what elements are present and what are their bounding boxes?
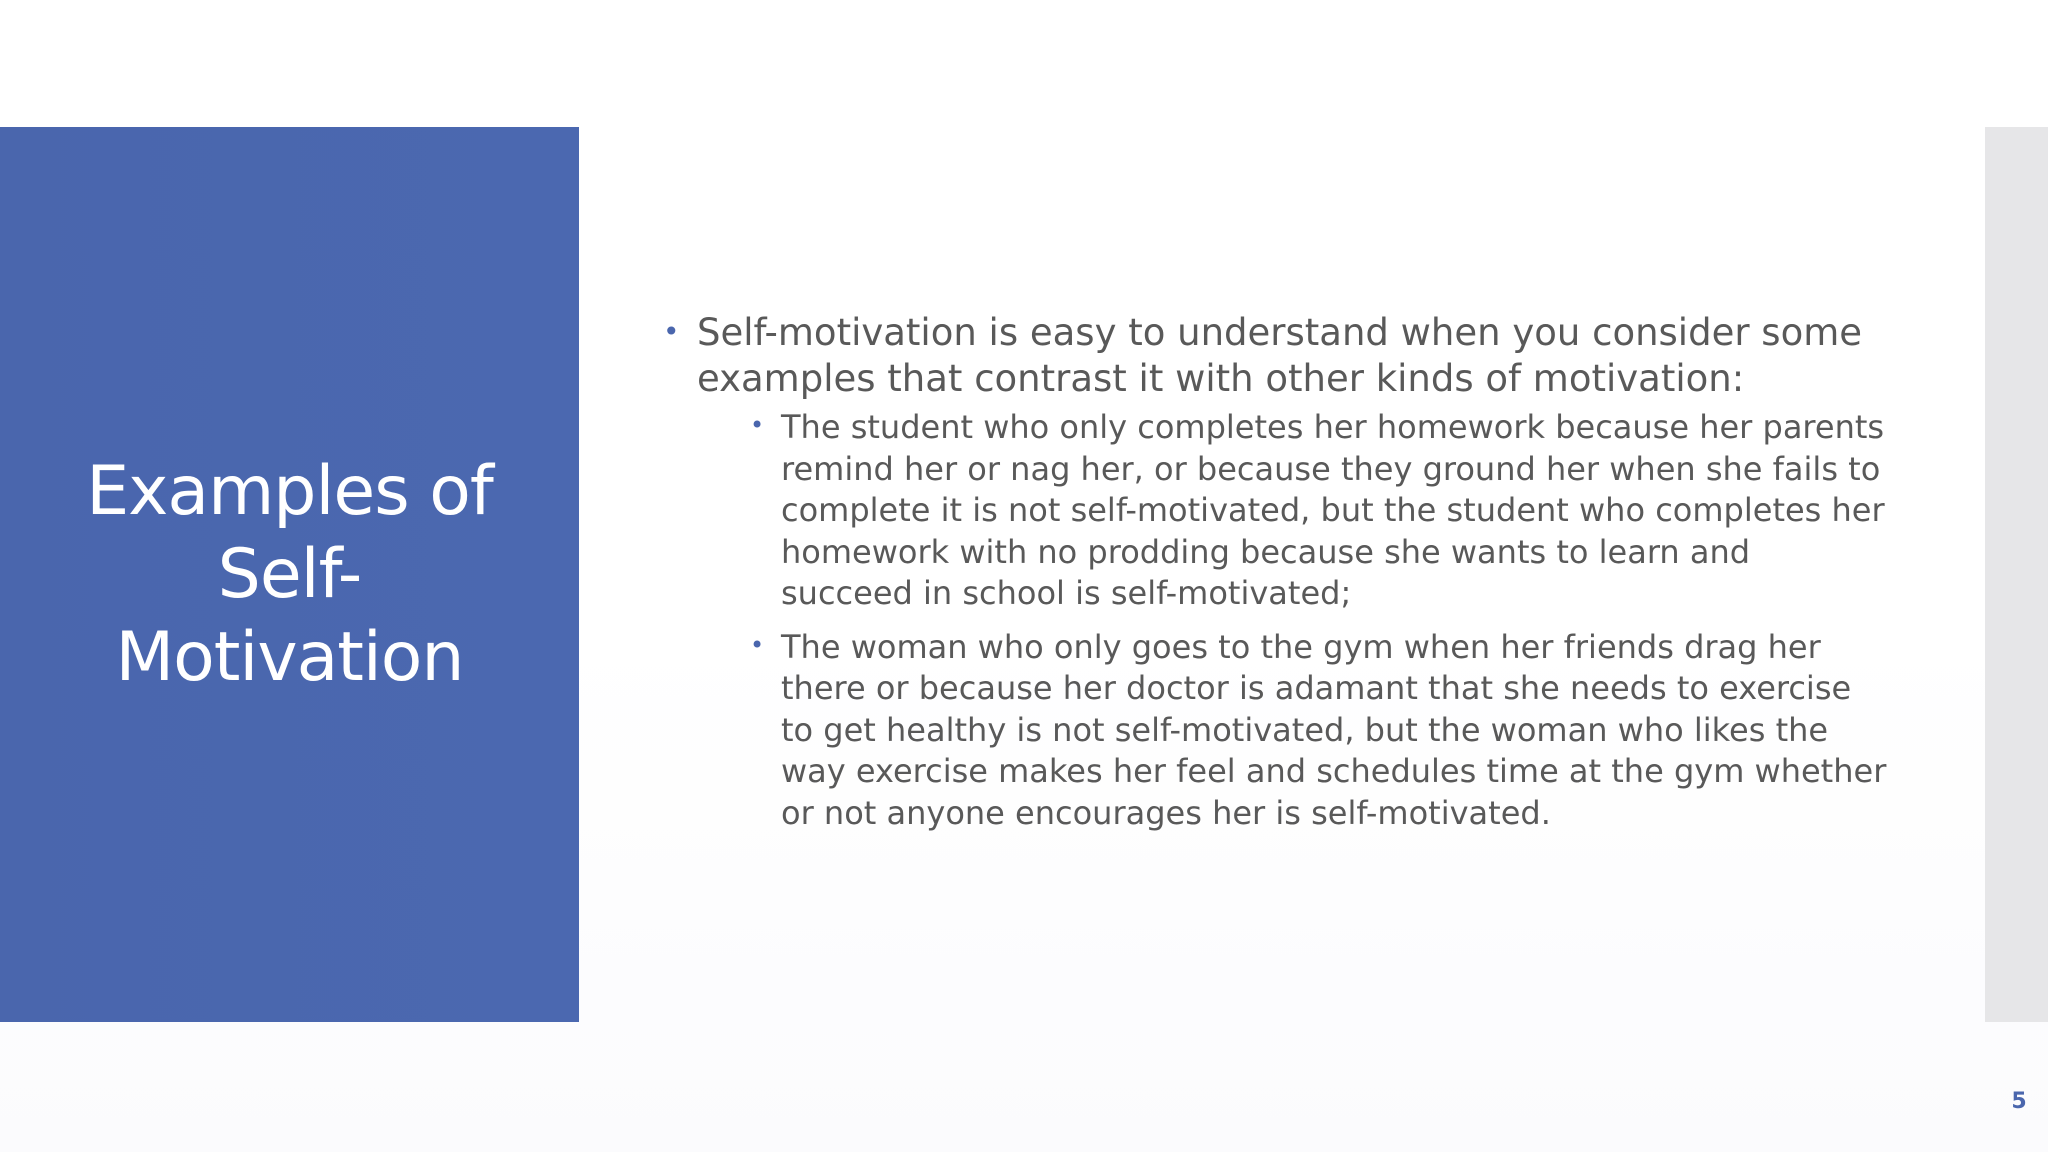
slide-content: [660, 310, 1890, 846]
bullet-item: [660, 310, 1890, 834]
title-panel: [0, 127, 579, 1022]
bullet-dot-icon: •: [663, 315, 680, 348]
slide-number: 5: [2011, 1089, 2027, 1114]
sub-bullet-item: [750, 407, 1890, 615]
sub-bullet-text: The student who only completes her homework because her parents remind her or nag her, or because they ground her when she fails to complete it is not self-motivated, but the student who completes her homework with no prodding because she wants to learn and succeed in school is self-motivated;: [781, 408, 1885, 612]
sub-bullet-list: [697, 407, 1890, 834]
bullet-text: Self-motivation is easy to understand when you consider some examples that contrast it with other kinds of motivation:: [697, 311, 1863, 400]
sub-bullet-dot-icon: •: [750, 630, 765, 659]
side-strip: [1985, 127, 2048, 1022]
slide-title: Examples of Self-Motivation: [86, 452, 493, 697]
sub-bullet-dot-icon: •: [750, 411, 765, 439]
sub-bullet-text: The woman who only goes to the gym when her friends drag her there or because her doctor is adamant that she needs to exercise to get healthy is not self-motivated, but the woman who likes the way exercise makes her feel and schedules time at the gym whether or not anyone encourages her is self-motivated.: [781, 627, 1887, 832]
sub-bullet-item: [750, 627, 1890, 835]
bullet-list: [660, 310, 1890, 834]
